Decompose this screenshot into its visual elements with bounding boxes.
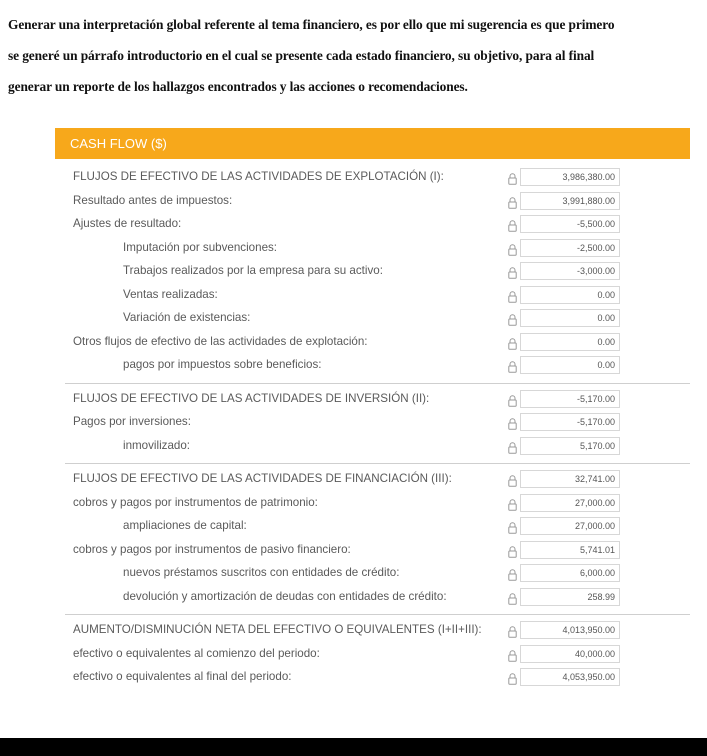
cash-flow-row xyxy=(55,469,690,493)
divider-line xyxy=(65,463,690,464)
lock-icon xyxy=(508,592,517,604)
cash-flow-row xyxy=(55,620,690,644)
row-label: Ventas realizadas: xyxy=(123,287,218,301)
lock-icon xyxy=(508,394,517,406)
row-label: efectivo o equivalentes al final del periodo: xyxy=(73,670,292,683)
row-value-field[interactable]: 0.00 xyxy=(520,356,620,374)
row-value-field[interactable]: 27,000.00 xyxy=(520,517,620,535)
row-value-field[interactable]: 5,741.01 xyxy=(520,541,620,559)
lock-icon xyxy=(508,545,517,557)
row-label: pagos por impuestos sobre beneficios: xyxy=(123,358,322,371)
cash-flow-row xyxy=(55,563,690,587)
lock-icon xyxy=(508,243,517,255)
row-label: ampliaciones de capital: xyxy=(123,519,247,532)
cash-flow-row xyxy=(55,667,690,691)
lock-icon xyxy=(508,219,517,231)
cash-flow-row xyxy=(55,238,690,262)
row-label: devolución y amortización de deudas con entidades de crédito: xyxy=(123,589,447,603)
cash-flow-row xyxy=(55,516,690,540)
cash-flow-row xyxy=(55,587,690,611)
row-label: Otros flujos de efectivo de las actividades de explotación: xyxy=(73,334,368,348)
row-value-field[interactable]: 3,991,880.00 xyxy=(520,192,620,210)
row-label: Trabajos realizados por la empresa para su activo: xyxy=(123,264,383,277)
row-label: efectivo o equivalentes al comienzo del periodo: xyxy=(73,646,320,660)
row-label: Imputación por subvenciones: xyxy=(123,240,278,254)
row-label: Variación de existencias: xyxy=(123,311,251,324)
lock-icon xyxy=(508,498,517,510)
divider-line xyxy=(65,614,690,615)
cash-flow-row xyxy=(55,332,690,356)
row-label: FLUJOS DE EFECTIVO DE LAS ACTIVIDADES DE FINANCIACIÓN (III): xyxy=(73,472,452,485)
cash-flow-rows xyxy=(55,167,690,691)
intro-line: Generar una interpretación global referente al tema financiero, es por ello que mi sugerencia es que primero xyxy=(8,17,615,32)
cash-flow-row xyxy=(55,355,690,379)
row-value-field[interactable]: 6,000.00 xyxy=(520,564,620,582)
lock-icon xyxy=(508,313,517,325)
row-label: cobros y pagos por instrumentos de pasivo financiero: xyxy=(73,542,351,556)
row-label: nuevos préstamos suscritos con entidades de crédito: xyxy=(123,566,400,579)
intro-line: generar un reporte de los hallazgos encontrados y las acciones o recomendaciones. xyxy=(8,79,468,94)
row-label: inmovilizado: xyxy=(123,438,191,452)
row-label: Ajustes de resultado: xyxy=(73,217,182,230)
lock-icon xyxy=(508,172,517,184)
row-value-field[interactable]: -3,000.00 xyxy=(520,262,620,280)
row-value-field[interactable]: 5,170.00 xyxy=(520,437,620,455)
row-value-field[interactable]: 27,000.00 xyxy=(520,494,620,512)
row-value-field[interactable]: -2,500.00 xyxy=(520,239,620,257)
cash-flow-row xyxy=(55,540,690,564)
cash-flow-panel xyxy=(55,128,690,738)
cash-flow-row xyxy=(55,436,690,460)
lock-icon xyxy=(508,266,517,278)
row-value-field[interactable]: 0.00 xyxy=(520,333,620,351)
row-value-field[interactable]: 0.00 xyxy=(520,309,620,327)
row-label: Pagos por inversiones: xyxy=(73,415,191,428)
cash-flow-row xyxy=(55,285,690,309)
cash-flow-row xyxy=(55,261,690,285)
row-label: Resultado antes de impuestos: xyxy=(73,193,233,207)
cash-flow-row xyxy=(55,644,690,668)
lock-icon xyxy=(508,672,517,684)
row-label: cobros y pagos por instrumentos de patrimonio: xyxy=(73,495,318,509)
lock-icon xyxy=(508,521,517,533)
row-label: FLUJOS DE EFECTIVO DE LAS ACTIVIDADES DE EXPLOTACIÓN (I): xyxy=(73,170,444,183)
row-label: FLUJOS DE EFECTIVO DE LAS ACTIVIDADES DE INVERSIÓN (II): xyxy=(73,391,430,405)
row-value-field[interactable]: 4,013,950.00 xyxy=(520,621,620,639)
row-value-field[interactable]: 32,741.00 xyxy=(520,470,620,488)
cash-flow-row xyxy=(55,167,690,191)
row-value-field[interactable]: -5,170.00 xyxy=(520,390,620,408)
cash-flow-header xyxy=(55,128,690,159)
lock-icon xyxy=(508,625,517,637)
bottom-bar xyxy=(0,738,707,756)
row-label: AUMENTO/DISMINUCIÓN NETA DEL EFECTIVO O EQUIVALENTES (I+II+III): xyxy=(73,623,482,636)
row-value-field[interactable]: 4,053,950.00 xyxy=(520,668,620,686)
section-divider xyxy=(55,610,690,620)
lock-icon xyxy=(508,474,517,486)
intro-line: se generé un párrafo introductorio en el cual se presente cada estado financiero, su objetivo, para al final xyxy=(8,48,595,63)
lock-icon xyxy=(508,568,517,580)
cash-flow-title: CASH FLOW ($) xyxy=(70,136,167,151)
row-value-field[interactable]: -5,170.00 xyxy=(520,413,620,431)
lock-icon xyxy=(508,196,517,208)
cash-flow-row xyxy=(55,308,690,332)
row-value-field[interactable]: 0.00 xyxy=(520,286,620,304)
row-value-field[interactable]: -5,500.00 xyxy=(520,215,620,233)
lock-icon xyxy=(508,649,517,661)
row-value-field[interactable]: 258.99 xyxy=(520,588,620,606)
section-divider xyxy=(55,379,690,389)
row-value-field[interactable]: 40,000.00 xyxy=(520,645,620,663)
row-value-field[interactable]: 3,986,380.00 xyxy=(520,168,620,186)
cash-flow-row xyxy=(55,412,690,436)
divider-line xyxy=(65,383,690,384)
lock-icon xyxy=(508,337,517,349)
cash-flow-row xyxy=(55,191,690,215)
cash-flow-row xyxy=(55,214,690,238)
lock-icon xyxy=(508,290,517,302)
section-divider xyxy=(55,459,690,469)
lock-icon xyxy=(508,360,517,372)
cash-flow-row xyxy=(55,389,690,413)
lock-icon xyxy=(508,441,517,453)
intro-paragraph xyxy=(8,9,698,102)
cash-flow-row xyxy=(55,493,690,517)
lock-icon xyxy=(508,417,517,429)
